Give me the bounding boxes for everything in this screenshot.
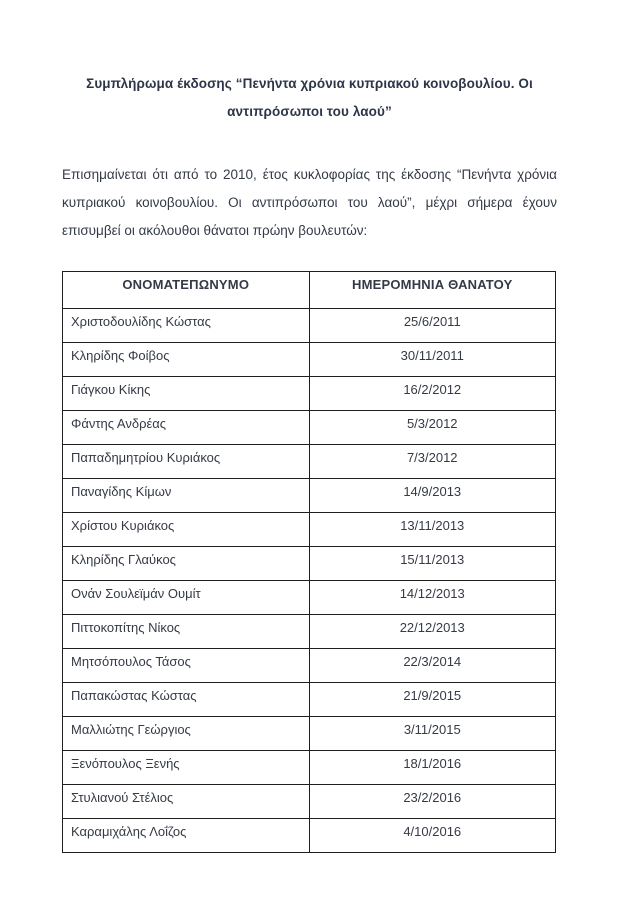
name-cell: Μαλλιώτης Γεώργιος: [63, 717, 310, 751]
date-cell: 3/11/2015: [309, 717, 556, 751]
table-row: [63, 411, 556, 445]
name-cell: Φάντης Ανδρέας: [63, 411, 310, 445]
name-cell: Παπακώστας Κώστας: [63, 683, 310, 717]
date-cell: 21/9/2015: [309, 683, 556, 717]
date-cell: 14/9/2013: [309, 479, 556, 513]
table-header-row: [63, 272, 556, 309]
document-title: Συμπλήρωμα έκδοσης “Πενήντα χρόνια κυπριακού κοινοβουλίου. Οι αντιπρόσωποι του λαού”: [86, 76, 533, 119]
table-header-date: ΗΜΕΡΟΜΗΝΙΑ ΘΑΝΑΤΟΥ: [309, 272, 556, 309]
date-cell: 13/11/2013: [309, 513, 556, 547]
table-row: [63, 343, 556, 377]
date-cell: 22/3/2014: [309, 649, 556, 683]
name-cell: Καραμιχάλης Λοΐζος: [63, 819, 310, 853]
table-row: [63, 309, 556, 343]
name-cell: Χριστοδουλίδης Κώστας: [63, 309, 310, 343]
date-cell: 4/10/2016: [309, 819, 556, 853]
table-row: [63, 785, 556, 819]
date-cell: 7/3/2012: [309, 445, 556, 479]
table-header-name: ΟΝΟΜΑΤΕΠΩΝΥΜΟ: [63, 272, 310, 309]
date-cell: 14/12/2013: [309, 581, 556, 615]
name-cell: Παπαδημητρίου Κυριάκος: [63, 445, 310, 479]
date-cell: 30/11/2011: [309, 343, 556, 377]
table-row: [63, 615, 556, 649]
deaths-table: [62, 271, 556, 853]
name-cell: Γιάγκου Κίκης: [63, 377, 310, 411]
name-cell: Κληρίδης Γλαύκος: [63, 547, 310, 581]
date-cell: 25/6/2011: [309, 309, 556, 343]
date-cell: 15/11/2013: [309, 547, 556, 581]
name-cell: Μητσόπουλος Τάσος: [63, 649, 310, 683]
name-cell: Ονάν Σουλεϊμάν Ουμίτ: [63, 581, 310, 615]
table-row: [63, 547, 556, 581]
name-cell: Χρίστου Κυριάκος: [63, 513, 310, 547]
name-cell: Στυλιανού Στέλιος: [63, 785, 310, 819]
date-cell: 18/1/2016: [309, 751, 556, 785]
name-cell: Κληρίδης Φοίβος: [63, 343, 310, 377]
table-row: [63, 581, 556, 615]
name-cell: Παναγίδης Κίμων: [63, 479, 310, 513]
intro-paragraph: Επισημαίνεται ότι από το 2010, έτος κυκλοφορίας της έκδοσης “Πενήντα χρόνια κυπριακού κοινοβουλίου. Οι αντιπρόσωποι του λαού”, μέχρι σήμερα έχουν επισυμβεί οι ακόλουθοι θάνατοι πρώην βουλευτών:: [62, 167, 557, 238]
table-row: [63, 717, 556, 751]
table-row: [63, 445, 556, 479]
table-row: [63, 751, 556, 785]
table-row: [63, 479, 556, 513]
table-row: [63, 649, 556, 683]
document-content: [62, 0, 557, 853]
table-row: [63, 513, 556, 547]
date-cell: 16/2/2012: [309, 377, 556, 411]
date-cell: 22/12/2013: [309, 615, 556, 649]
table-row: [63, 683, 556, 717]
name-cell: Πιττοκοπίτης Νίκος: [63, 615, 310, 649]
date-cell: 5/3/2012: [309, 411, 556, 445]
date-cell: 23/2/2016: [309, 785, 556, 819]
table-row: [63, 819, 556, 853]
table-body: [63, 309, 556, 853]
name-cell: Ξενόπουλος Ξενής: [63, 751, 310, 785]
table-row: [63, 377, 556, 411]
